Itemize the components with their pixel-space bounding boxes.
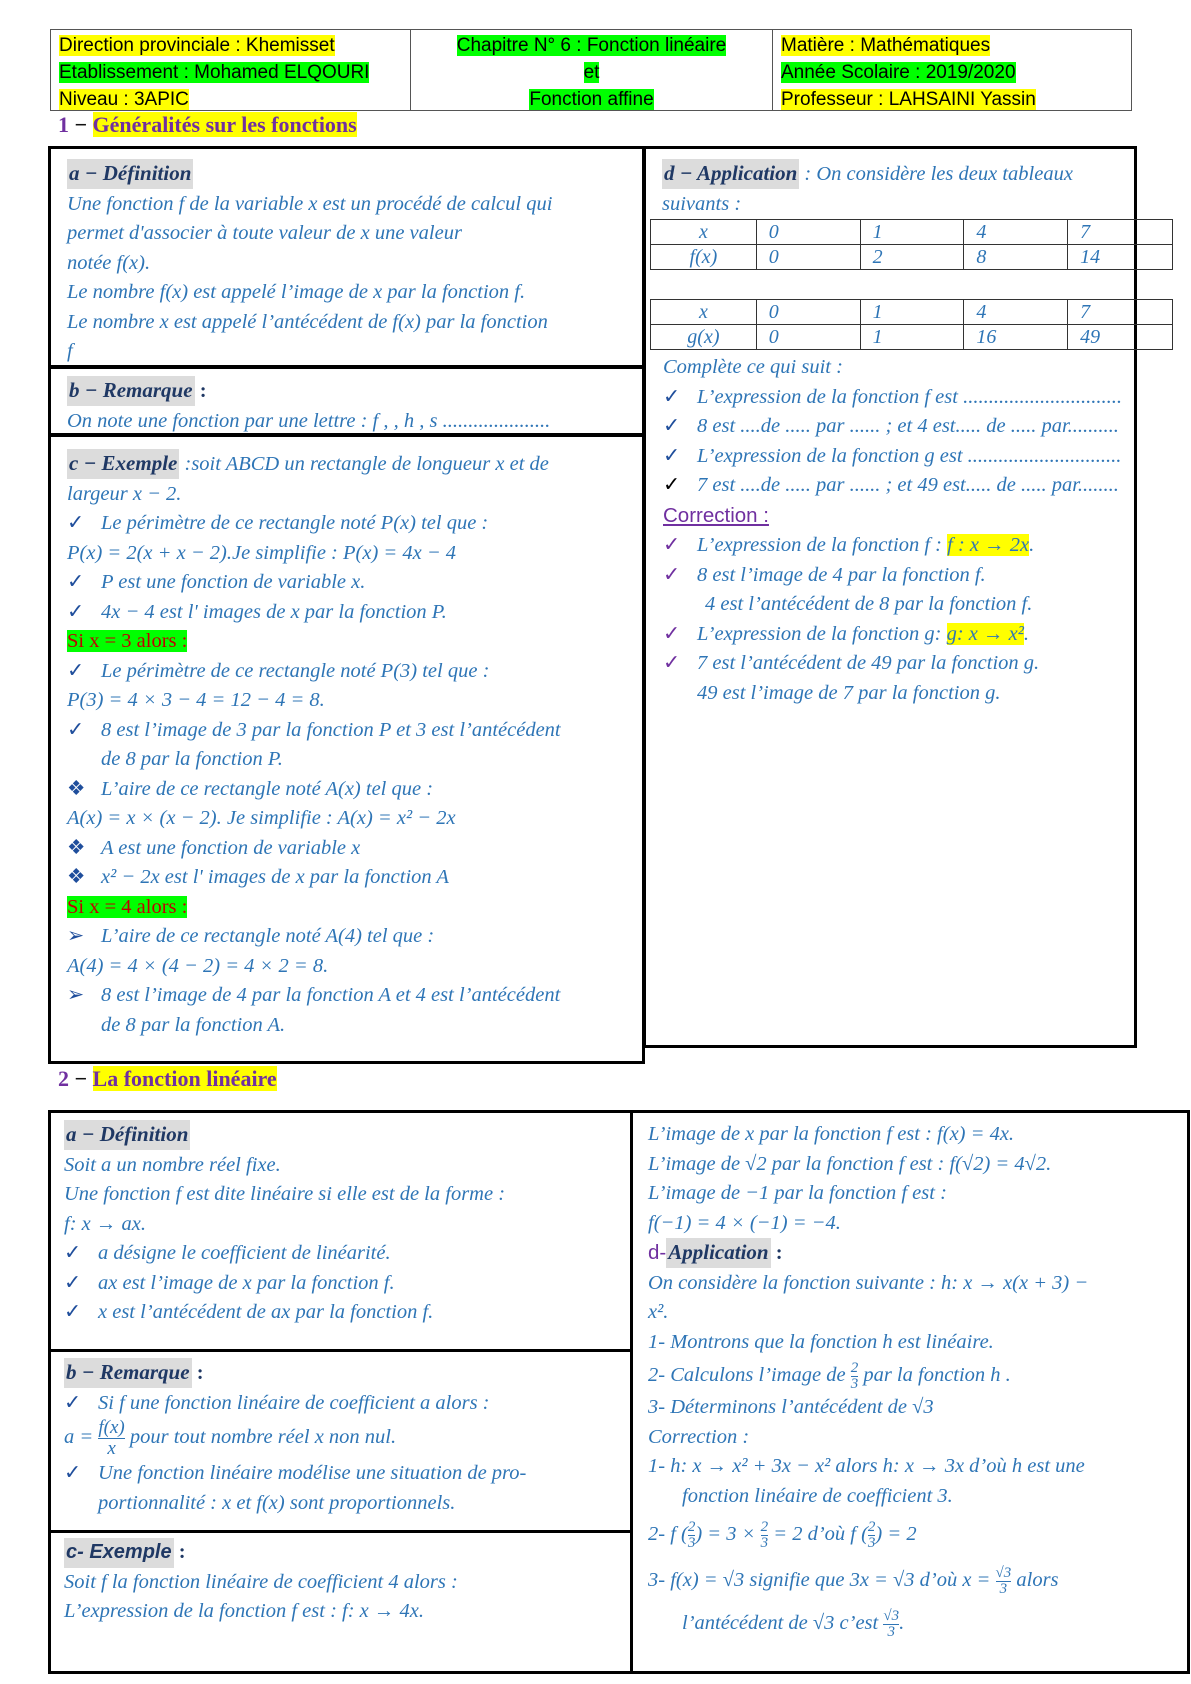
table-cell: 7 [1068, 220, 1173, 245]
correction-1-expr: f : x → 2x [947, 534, 1030, 556]
section-1-dash: − [74, 112, 88, 137]
definition-line-5: Le nombre x est appelé l’antécédent de f(x) par la fonction [67, 310, 548, 333]
check-icon: ✓ [663, 415, 681, 437]
table-g [650, 299, 1173, 350]
table-cell: 1 [860, 325, 964, 350]
table-cell: x [651, 300, 757, 325]
linear-example-line-1: Soit f la fonction linéaire de coefficient 4 alors : [64, 1570, 458, 1593]
app-line-4b: par la fonction h . [858, 1364, 1011, 1386]
header-chapter: Chapitre N° 6 : Fonction linéaire [456, 35, 727, 56]
header-teacher: Professeur : LAHSAINI Yassin [781, 89, 1036, 110]
example-box [48, 434, 645, 1064]
application-intro: : On considère les deux tableaux [799, 163, 1073, 185]
linear-remark-line-2: pour tout nombre réel x non nul. [129, 1426, 397, 1449]
app-correction-2b: ) = 3 × [695, 1523, 761, 1545]
image-line-3: L’image de −1 par la fonction f est : [648, 1182, 947, 1204]
table-cell: f(x) [651, 245, 757, 270]
question-1: L’expression de la fonction f est ............................... [697, 385, 1122, 408]
example-case-4: Si x = 4 alors : [67, 895, 188, 918]
arrow-bullet-icon: ➢ [67, 984, 85, 1006]
example-line-15: x² − 2x est l' images de x par la fonction A [101, 866, 449, 888]
check-icon: ✓ [663, 622, 681, 645]
app-line-5: 3- Déterminons l’antécédent de √3 [648, 1396, 934, 1418]
remark-box [48, 366, 645, 436]
section-2-dash: − [74, 1066, 88, 1091]
header-subject: Matière : Mathématiques [781, 35, 991, 56]
linear-def-line-2: Une fonction f est dite linéaire si elle est de la forme : [64, 1183, 506, 1205]
app-correction-3c: l’antécédent de √3 c’est [682, 1612, 884, 1634]
header-school: Etablissement : Mohamed ELQOURI [59, 62, 370, 83]
example-line-8: Le périmètre de ce rectangle noté P(3) tel que : [101, 659, 490, 682]
table-cell: 49 [1068, 325, 1173, 350]
app-correction-3d: . [899, 1612, 905, 1634]
example-line-4: P(x) = 2(x + x − 2).Je simplifie : P(x) = 4x − 4 [67, 541, 457, 564]
linear-remark-label: b − Remarque [64, 1358, 192, 1388]
header-center [411, 30, 773, 110]
column-divider [630, 1110, 633, 1674]
linear-definition-label: a − Définition [64, 1120, 190, 1150]
question-2: 8 est ....de ..... par ...... ; et 4 est..... de ..... par.......... [697, 415, 1119, 437]
fraction-numerator: f(x) [98, 1417, 125, 1438]
example-label: c − Exemple [67, 449, 179, 479]
section-2-number: 2 [58, 1066, 69, 1091]
remark-line: On note une fonction par une lettre : f , , h , s ..................... [67, 409, 551, 432]
linear-example-label: c- Exemple [64, 1538, 174, 1568]
correction-4-expr: g: x → x² [946, 622, 1024, 645]
linear-example-line-2: L’expression de la fonction f est : f: x → 4x. [64, 1600, 425, 1622]
header-level: Niveau : 3APIC [59, 89, 189, 110]
example-line-9: P(3) = 4 × 3 − 4 = 12 − 4 = 8. [67, 689, 325, 711]
correction-4: L’expression de la fonction g: [697, 622, 947, 645]
correction-2: 8 est l’image de 4 par la fonction f. [697, 563, 986, 586]
example-line-10: 8 est l’image de 3 par la fonction P et 3 est l’antécédent [101, 718, 561, 741]
image-line-4: f(−1) = 4 × (−1) = −4. [648, 1211, 841, 1234]
coefficient-fraction [98, 1418, 124, 1459]
header-year: Année Scolaire : 2019/2020 [781, 62, 1016, 83]
remark-colon: : [194, 380, 207, 402]
app-line-1: On considère la fonction suivante : h: x → x(x + 3) − [648, 1271, 1089, 1294]
linear-def-line-6: x est l’antécédent de ax par la fonction f. [98, 1301, 434, 1323]
app-line-3: 1- Montrons que la fonction h est linéaire. [648, 1330, 994, 1353]
example-line-17: L’aire de ce rectangle noté A(4) tel que : [101, 925, 435, 947]
table-cell: 0 [756, 245, 860, 270]
image-line-1: L’image de x par la fonction f est : f(x) = 4x. [648, 1123, 1015, 1145]
section-2-title [58, 1066, 277, 1092]
app-correction-2d: ) = 2 [875, 1523, 917, 1545]
check-icon: ✓ [64, 1242, 82, 1264]
header-right [773, 30, 1131, 110]
linear-def-line-3: f: x → ax. [64, 1212, 146, 1235]
fraction-denominator: x [107, 1438, 116, 1459]
app-line-4a: 2- Calculons l’image de [648, 1364, 851, 1386]
table-row [651, 220, 1173, 245]
fraction-two-thirds: $\frac{2}{3}$ [850, 1359, 859, 1392]
check-icon: ✓ [64, 1462, 82, 1484]
app-correction-3b: alors [1011, 1569, 1059, 1591]
table-cell: 1 [860, 300, 964, 325]
definition-line-3: notée f(x). [67, 251, 151, 274]
remark-label: b − Remarque [67, 376, 195, 406]
divider [48, 1530, 633, 1533]
diamond-bullet-icon: ❖ [67, 836, 86, 859]
example-intro: :soit ABCD un rectangle de longueur x et de [179, 453, 549, 475]
linear-remark-line-3: Une fonction linéaire modélise une situation de pro- [98, 1462, 527, 1484]
section-1-title [58, 112, 357, 138]
linear-application-colon: : [770, 1242, 783, 1264]
application-label: d − Application [662, 159, 799, 189]
correction-3: 4 est l’antécédent de 8 par la fonction f. [705, 593, 1033, 615]
table-cell: 4 [964, 220, 1068, 245]
fraction-sqrt3-over-3: $\frac{√3}{3}$ [883, 1607, 900, 1640]
app-correction-3a: 3- f(x) = √3 signifie que 3x = √3 d’où x = [648, 1569, 996, 1591]
table-cell: 7 [1068, 300, 1173, 325]
image-line-2: L’image de √2 par la fonction f est : f(√2) = 4√2. [648, 1152, 1052, 1175]
linear-application-label: Application [666, 1238, 770, 1268]
check-icon: ✓ [64, 1301, 82, 1323]
header-province: Direction provinciale : Khemisset [59, 35, 335, 56]
example-line-19: 8 est l’image de 4 par la fonction A et 4 est l’antécédent [101, 984, 561, 1006]
table-cell: 14 [1068, 245, 1173, 270]
check-icon: ✓ [663, 652, 681, 674]
app-correction-2c: = 2 d’où f ( [768, 1523, 868, 1545]
example-line-6: 4x − 4 est l' images de x par la fonction P. [101, 600, 447, 623]
check-icon: ✓ [67, 659, 85, 682]
linear-remark-a: a = [64, 1426, 99, 1449]
linear-definition [64, 1120, 505, 1328]
check-icon: ✓ [663, 534, 681, 556]
table-row [651, 300, 1173, 325]
linear-example [64, 1538, 458, 1627]
table-cell: 0 [756, 220, 860, 245]
check-icon: ✓ [64, 1271, 82, 1294]
definition-line-6: f [67, 340, 73, 362]
example-line-5: P est une fonction de variable x. [101, 571, 366, 593]
linear-right-column [648, 1120, 1088, 1643]
definition-line-4: Le nombre f(x) est appelé l’image de x par la fonction f. [67, 281, 526, 303]
example-line-14: A est une fonction de variable x [101, 836, 361, 859]
fraction-sqrt3-over-3: $\frac{√3}{3}$ [995, 1564, 1012, 1597]
table-cell: 0 [756, 300, 860, 325]
table-cell: 8 [964, 245, 1068, 270]
app-correction-2a: 2- f ( [648, 1523, 688, 1545]
definition-line-1: Une fonction f de la variable x est un procédé de calcul qui [67, 192, 553, 215]
check-icon: ✓ [67, 600, 85, 623]
table-f [650, 219, 1173, 270]
header-left [51, 30, 411, 110]
check-icon: ✓ [67, 512, 85, 534]
example-line-13: A(x) = x × (x − 2). Je simplifie : A(x) = x² − 2x [67, 807, 456, 829]
linear-example-colon: : [173, 1541, 186, 1563]
check-icon: ✓ [663, 563, 681, 586]
question-intro: Complète ce qui suit : [663, 356, 843, 378]
fraction-two-thirds: $\frac{2}{3}$ [760, 1518, 769, 1551]
correction-1: L’expression de la fonction f : [697, 534, 948, 556]
linear-remark-line-4: portionnalité : x et f(x) sont proportionnels. [98, 1491, 456, 1514]
correction-5: 7 est l’antécédent de 49 par la fonction g. [697, 652, 1040, 674]
definition-line-2: permet d'associer à toute valeur de x une valeur [67, 222, 462, 244]
arrow-bullet-icon: ➢ [67, 925, 85, 947]
definition-box [48, 146, 645, 368]
table-cell: g(x) [651, 325, 757, 350]
check-icon: ✓ [64, 1391, 82, 1414]
question-4: 7 est ....de ..... par ...... ; et 49 est..... de ..... par........ [697, 474, 1119, 496]
header-and: et [583, 62, 600, 83]
linear-def-line-5: ax est l’image de x par la fonction f. [98, 1271, 395, 1294]
check-icon: ✓ [663, 474, 681, 496]
linear-remark-line-1: Si f une fonction linéaire de coefficient a alors : [98, 1391, 490, 1414]
example-line-18: A(4) = 4 × (4 − 2) = 4 × 2 = 8. [67, 954, 329, 977]
table-cell: 0 [756, 325, 860, 350]
table-cell: x [651, 220, 757, 245]
table-cell: 1 [860, 220, 964, 245]
example-line-2: largeur x − 2. [67, 482, 182, 505]
fraction-two-thirds: $\frac{2}{3}$ [867, 1518, 876, 1551]
example-line-3: Le périmètre de ce rectangle noté P(x) tel que : [101, 512, 489, 534]
header-chapter-2: Fonction affine [529, 89, 654, 110]
linear-def-line-1: Soit a un nombre réel fixe. [64, 1153, 281, 1176]
linear-remark [64, 1358, 526, 1518]
app-correction-label: Correction : [648, 1425, 750, 1448]
check-icon: ✓ [663, 385, 681, 408]
app-correction-1: 1- h: x → x² + 3x − x² alors h: x → 3x d’où h est une [648, 1455, 1085, 1477]
diamond-bullet-icon: ❖ [67, 777, 86, 800]
divider [48, 1349, 633, 1352]
linear-remark-colon: : [191, 1362, 204, 1384]
app-correction-1b: fonction linéaire de coefficient 3. [682, 1484, 953, 1507]
app-line-2: x². [648, 1301, 669, 1323]
linear-def-line-4: a désigne le coefficient de linéarité. [98, 1242, 391, 1264]
diamond-bullet-icon: ❖ [67, 866, 86, 888]
correction-6: 49 est l’image de 7 par la fonction g. [697, 681, 1001, 704]
definition-label: a − Définition [67, 159, 193, 189]
table-cell: 16 [964, 325, 1068, 350]
correction-label: Correction : [663, 503, 769, 527]
table-cell: 4 [964, 300, 1068, 325]
check-icon: ✓ [67, 571, 85, 593]
check-icon: ✓ [67, 718, 85, 741]
fraction-two-thirds: $\frac{2}{3}$ [687, 1518, 696, 1551]
example-line-20: de 8 par la fonction A. [101, 1013, 286, 1036]
table-row [651, 245, 1173, 270]
section-1-heading: Généralités sur les fonctions [92, 112, 357, 137]
section-2-heading: La fonction linéaire [92, 1066, 277, 1091]
table-row [651, 325, 1173, 350]
example-line-12: L’aire de ce rectangle noté A(x) tel que : [101, 777, 434, 800]
table-cell: 2 [860, 245, 964, 270]
check-icon: ✓ [663, 444, 681, 467]
application-questions: Complète ce qui suit : ✓ L’expression de la fonction f est ............................... ✓ 8 est ....de ..... par ...... ; et 4 est..... de ..... par.......... ✓ L’expression de la fonction g est .............................. ✓ 7 est ....de ..... par ...... ; et 49 est..... de ..... par........ Correction : ✓ L’expression de la fonction f : f : x → 2x. ✓ 8 est l’image de 4 par la fonction f. 4 est l’antécédent de 8 par la fonction f. ✓ L’expression de la fonction g: g: x → x². ✓ 7 est l’antécédent de 49 par la fonction g. 49 est l’image de 7 par la fonction g. [663, 353, 1122, 708]
section-1-number: 1 [58, 112, 69, 137]
header-table [50, 29, 1132, 111]
example-line-11: de 8 par la fonction P. [101, 748, 283, 770]
example-case-3: Si x = 3 alors : [67, 630, 188, 652]
application-line-2: suivants : [662, 192, 742, 215]
application-prefix: d- [648, 1241, 667, 1264]
question-3: L’expression de la fonction g est .............................. [697, 444, 1122, 467]
